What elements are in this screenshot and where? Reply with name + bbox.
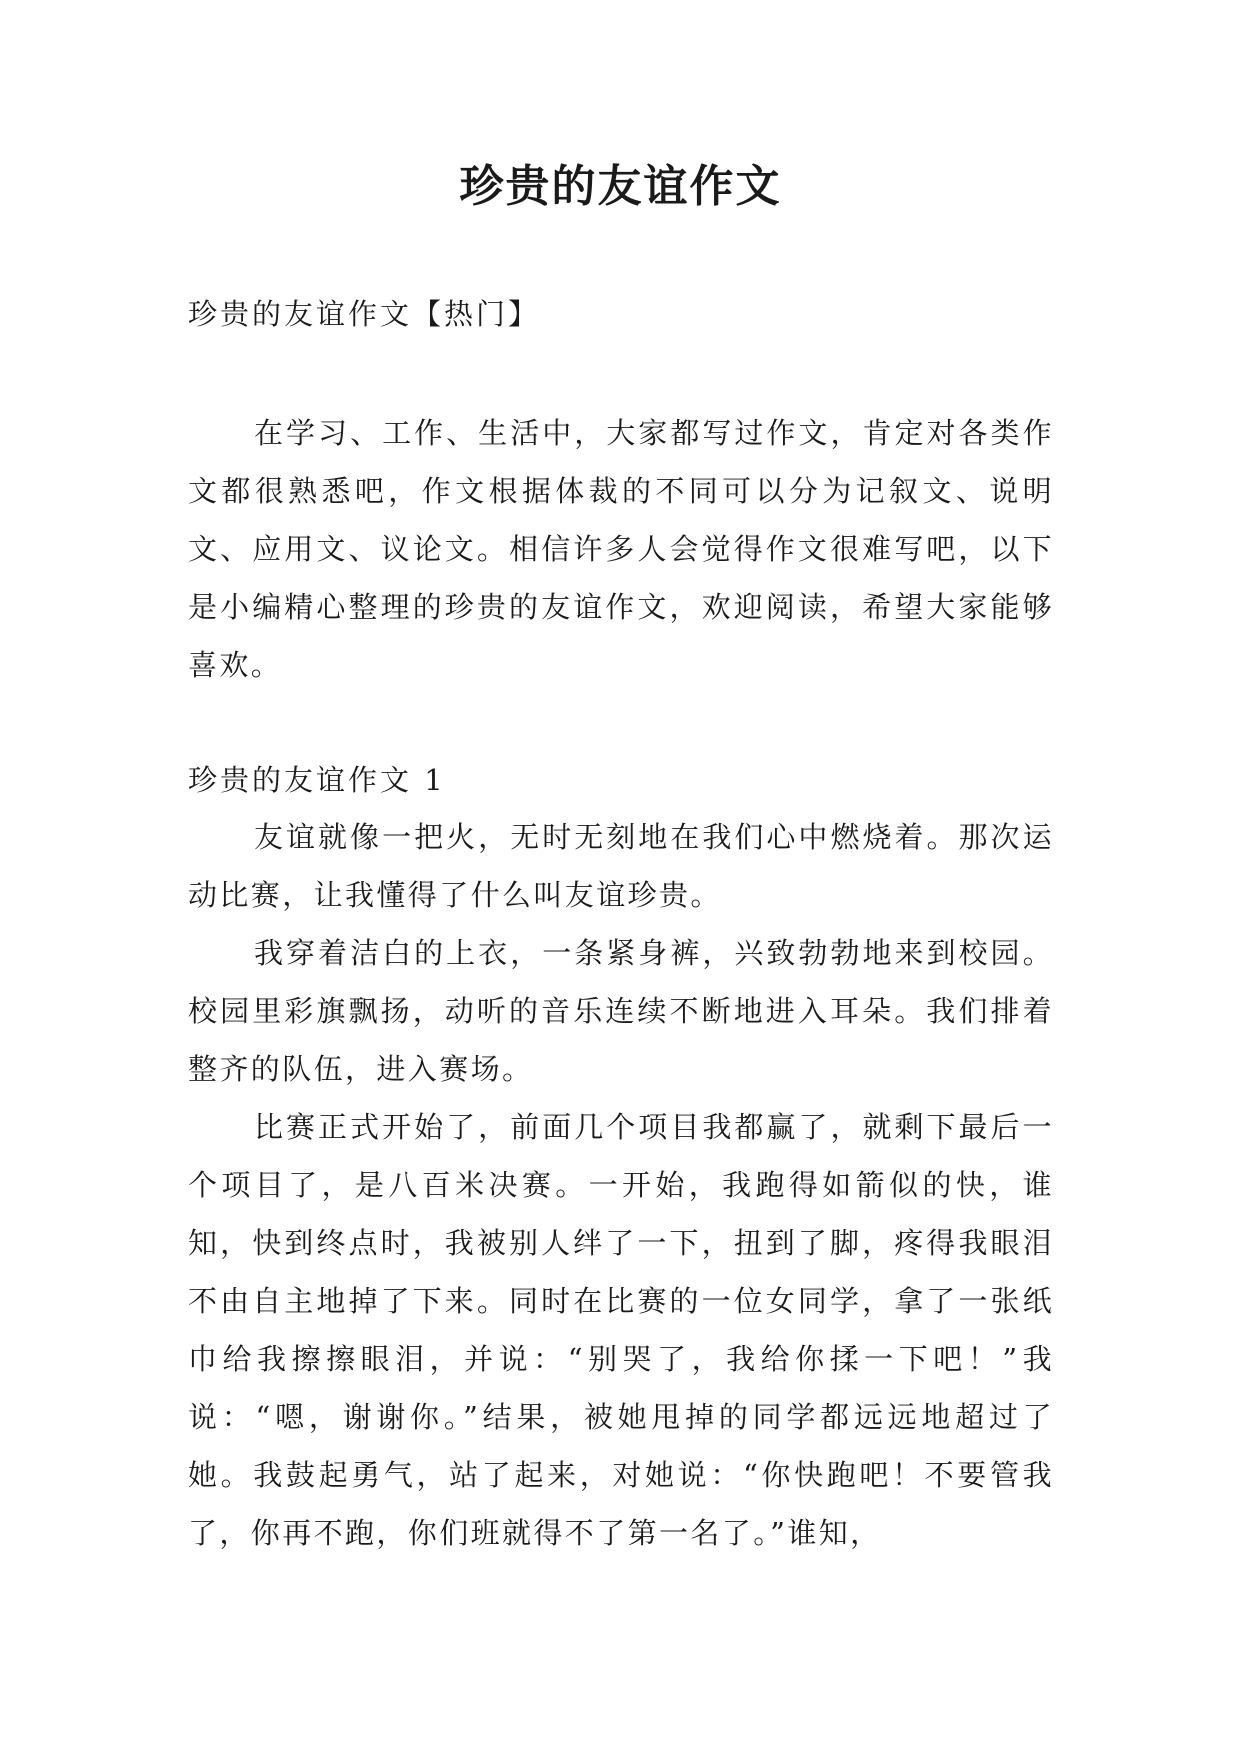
essay-body — [188, 808, 1054, 1562]
section-heading: 珍贵的友谊作文 1 — [188, 763, 446, 797]
intro-paragraph: 在学习、工作、生活中，大家都写过作文，肯定对各类作文都很熟悉吧，作文根据体裁的不同可以分为记叙文、说明文、应用文、议论文。相信许多人会觉得作文很难写吧，以下是小编精心整理的珍贵的友谊作文，欢迎阅读，希望大家能够喜欢。 — [188, 416, 1054, 682]
document-subtitle: 珍贵的友谊作文【热门】 — [188, 297, 541, 331]
document-title: 珍贵的友谊作文 — [459, 161, 782, 212]
essay-paragraph-3: 比赛正式开始了，前面几个项目我都赢了，就剩下最后一个项目了，是八百米决赛。一开始，我跑得如箭似的快，谁知，快到终点时，我被别人绊了一下，扭到了脚，疼得我眼泪不由自主地掉了下来。同时在比赛的一位女同学，拿了一张纸巾给我擦擦眼泪，并说：“别哭了，我给你揉一下吧！”我说：“嗯，谢谢你。”结果，被她甩掉的同学都远远地超过了她。我鼓起勇气，站了起来，对她说：“你快跑吧！不要管我了，你再不跑，你们班就得不了第一名了。”谁知， — [188, 1110, 1054, 1550]
essay-paragraph-2: 我穿着洁白的上衣，一条紧身裤，兴致勃勃地来到校园。校园里彩旗飘扬，动听的音乐连续不断地进入耳朵。我们排着整齐的队伍，进入赛场。 — [188, 936, 1054, 1086]
essay-paragraph-1: 友谊就像一把火，无时无刻地在我们心中燃烧着。那次运动比赛，让我懂得了什么叫友谊珍贵。 — [188, 820, 1054, 912]
